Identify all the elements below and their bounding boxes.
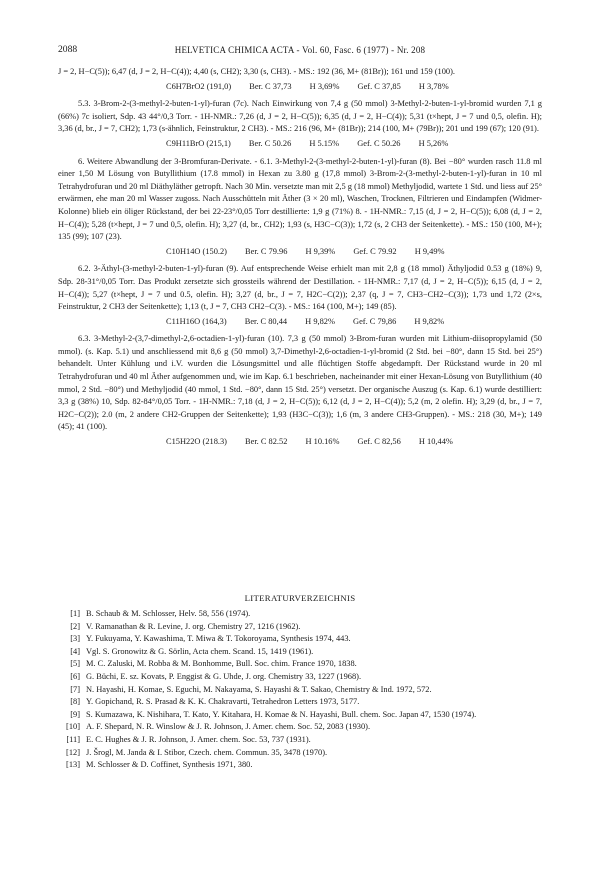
molecular-formula: C10H14O (150.2) — [166, 246, 227, 256]
calculated-hydrogen: H 5.15% — [309, 138, 340, 148]
reference-text: E. C. Hughes & J. R. Johnson, J. Amer. chem. Soc. 53, 737 (1931). — [86, 734, 311, 744]
calculated-carbon: Ber. C 37,73 — [249, 81, 292, 91]
reference-item — [58, 747, 542, 760]
reference-text: V. Ramanathan & R. Levine, J. org. Chemistry 27, 1216 (1962). — [86, 621, 301, 631]
reference-number: [9] — [70, 709, 80, 719]
reference-item — [58, 646, 542, 659]
reference-text: S. Kumazawa, K. Nishihara, T. Kato, Y. Kitahara, H. Komae & N. Hayashi, Bull. chem. Soc. Japan 47, 1530 (1974). — [86, 709, 477, 719]
reference-item — [58, 671, 542, 684]
reference-item — [58, 684, 542, 697]
reference-item — [58, 759, 542, 772]
found-carbon: Gef. C 79.92 — [353, 246, 397, 256]
reference-item — [58, 621, 542, 634]
found-carbon: Gef. C 37,85 — [357, 81, 401, 91]
calculated-carbon: Ber. C 82.52 — [245, 437, 288, 447]
paragraph-6-2: 6.2. 3-Äthyl-(3-methyl-2-buten-1-yl)-furan (9). Auf entsprechende Weise erhielt man mit 2,8 g (18 mmol) Äthyljodid 0.53 g (18%) 9, Sdp. 28-31°/0,05 Torr. Das Produkt zersetzte sich grossteils während der Destillation. - 1H-NMR.: 7,17 (d, J = 2, H−C(5)); 6,15 (d, J = 2, H−C(4)); 5,27 (t×hept, J = 7 und 0.5, olefin. H); 3,27 (d, br., J = 7, H2C−C(2)); 2,37 (q, J = 7, CH3−CH2−C(3)); 1,73 und 1,72 (2×s, Feinstruktur, 2 CH3 der Seitenkette); 1,13 (t, J = 7, CH3 CH2−C(3). - MS.: 164 (100, M+); 149 (85). — [58, 264, 542, 312]
reference-number: [10] — [66, 722, 80, 732]
reference-number: [4] — [70, 646, 80, 656]
reference-text: Vgl. S. Gronowitz & G. Sörlin, Acta chem. Scand. 15, 1419 (1961). — [86, 646, 314, 656]
reference-item — [58, 608, 542, 621]
reference-number: [1] — [70, 609, 80, 618]
reference-list — [58, 608, 542, 772]
reference-item — [58, 721, 542, 734]
reference-text: M. Schlosser & D. Coffinet, Synthesis 1971, 380. — [86, 760, 253, 770]
paragraph-5-3: 5.3. 3-Brom-2-(3-methyl-2-buten-1-yl)-furan (7c). Nach Einwirkung von 7,4 g (50 mmol) 3-Methyl-2-buten-1-yl-bromid wurden 7,1 g (66%) 7c isoliert, Sdp. 43 44°/0,3 Torr. - 1H-NMR.: 7,26 (d, J = 2, H−C(5)); 6,35 (d, J = 2, H−C(4)); 5,31 (t×hept, J = 7 und 0,5, olefin. H); 3,36 (d, br., J = 7, CH2); 1,73 (s-ähnlich, Feinstruktur, 2 CH3). - MS.: 216 (96, M+ (81Br)); 214 (100, M+ (79Br)); 201 und 199 (67); 120 (91). — [58, 99, 542, 134]
reference-text: M. C. Zaluski, M. Robba & M. Bonhomme, Bull. Soc. chim. France 1970, 1838. — [86, 659, 357, 669]
found-carbon: Gef. C 82,56 — [357, 437, 401, 447]
running-title: HELVETICA CHIMICA ACTA - Vol. 60, Fasc. 6 (1977) - Nr. 208 — [174, 45, 426, 55]
found-hydrogen: H 5,26% — [418, 138, 449, 148]
calculated-hydrogen: H 9,39% — [305, 246, 336, 256]
experimental-section — [58, 66, 542, 452]
reference-number: [11] — [66, 734, 80, 744]
calculated-hydrogen: H 10.16% — [305, 437, 340, 447]
page-header — [58, 44, 542, 58]
found-hydrogen: H 9,49% — [414, 246, 445, 256]
reference-number: [5] — [70, 659, 80, 669]
calculated-hydrogen: H 9,82% — [305, 316, 335, 326]
molecular-formula: C9H11BrO (215,1) — [166, 138, 231, 148]
analysis-line-6-1 — [58, 246, 542, 259]
reference-number: [2] — [70, 621, 80, 631]
reference-text: Y. Gopichand, R. S. Prasad & K. K. Chakravarti, Tetrahedron Letters 1973, 5177. — [86, 697, 360, 707]
paragraph-6-3: 6.3. 3-Methyl-2-(3,7-dimethyl-2,6-octadien-1-yl)-furan (10). 7,3 g (50 mmol) 3-Brom-furan wurden mit Lithium-diisopropylamid (50 mmol). (s. Kap. 5.1) und anschliessend mit 8,6 g (50 mmol) 3,7-Dimethyl-2,6-octadien-1-yl-bromid (2 Std. bei −80°, dann 15 Std. bei 25°) behandelt. Unter Kühlung und i.V. wurden die Lösungsmittel und alle flüchtigen Stoffe abgedampft. Der Rückstand wurde in 20 ml Tetrahydrofuran und 40 ml Äther aufgenommen und, wie im Kap. 6.1 beschrieben, nacheinander mit einer Hexan-Lösung von Butyllithium (40 mmol, 2 Std. −80°) und Methyljodid (40 mmol, 1 Std. −80°, dann 15 Std. 25°) versetzt. Der organische Auszug (s. Kap. 6.1) wurde destilliert: 3,3 g (38%) 10, Sdp. 82-84°/0,05 Torr. - 1H-NMR.: 7,18 (d, J = 2, H−C(5)); 6,12 (d, J = 2, H−C(4)); 5,2 (m, 2 olefin. H); 3,29 (d, br., J = 7, H2C−C(2)); 2.0 (m, 2 andere CH2-Gruppen der Seitenkette); 1,93 (H3C−C(3)); 1,6 (m, 3 andere CH3-Gruppen). - MS.: 218 (30, M+); 149 (45); 41 (100). — [58, 334, 542, 432]
found-carbon: Gef. C 79,86 — [353, 316, 397, 326]
paragraph-6-1: 6. Weitere Abwandlung der 3-Bromfuran-Derivate. - 6.1. 3-Methyl-2-(3-methyl-2-buten-1-yl)-furan (8). Bei −80° wurden rasch 11.8 ml einer 1,50 M Lösung von Butyllithium (17.8 mmol) in Hexan zu 3.80 g (17,8 mmol) 3-Brom-2-(3-methyl-2-buten-1-yl)-furan in 10 ml Tetrahydrofuran und 20 ml Diäthyläther getropft. Nach 30 Min. versetzte man mit 2,5 g (18 mmol) Methyljodid, wartete 1 Std. und liess auf 25° erwärmen, ehe man 20 ml Wasser zugoss. Nach Ausschütteln mit Äther (3 × 20 ml), Waschen, Trocknen, Filtrieren und Eindampfen (Widmer-Kolonne) blieb ein öliger Rückstand, der bei 22-23°/0,05 Torr destillierte: 1,9 g (71%) 8. - 1H-NMR.: 7,15 (d, J = 2, H−C(5)); 6,08 (d, J = 2, H−C(4)); 5,28 (t×hept, J = 7 und 0,5, olefin. H); 3,27 (d, br., CH2); 1,93 (s, H3C−C(3)); 1,72 (s, 2 CH3 der Seitenkette). - MS.: 150 (100, M+); 135 (99); 107 (23). — [58, 156, 542, 242]
reference-number: [13] — [66, 760, 80, 770]
page-number: 2088 — [58, 44, 78, 55]
reference-text: A. F. Shepard, N. R. Winslow & J. R. Johnson, J. Amer. chem. Soc. 52, 2083 (1930). — [86, 722, 371, 732]
reference-number: [3] — [70, 634, 80, 644]
analysis-line-5-2 — [58, 81, 542, 94]
reference-text: N. Hayashi, H. Komae, S. Eguchi, M. Nakayama, S. Hayashi & T. Sakao, Chemistry & Ind. 1972, 572. — [86, 684, 432, 694]
found-hydrogen: H 3,78% — [418, 81, 449, 91]
reference-item — [58, 734, 542, 747]
found-carbon: Gef. C 50.26 — [357, 138, 401, 148]
references-heading: LITERATURVERZEICHNIS — [244, 593, 356, 603]
calculated-carbon: Ber. C 79.96 — [245, 246, 288, 256]
reference-item — [58, 633, 542, 646]
reference-text: Y. Fukuyama, Y. Kawashima, T. Miwa & T. Tokoroyama, Synthesis 1974, 443. — [86, 634, 351, 644]
molecular-formula: C11H16O (164,3) — [166, 316, 227, 326]
analysis-line-5-3 — [58, 138, 542, 151]
found-hydrogen: H 10,44% — [418, 437, 453, 447]
analysis-line-6-2 — [58, 316, 542, 329]
reference-number: [6] — [70, 671, 80, 681]
reference-item — [58, 696, 542, 709]
reference-text: J. Šrogl, M. Janda & I. Stibor, Czech. chem. Commun. 35, 3478 (1970). — [86, 747, 328, 757]
reference-text: B. Schaub & M. Schlosser, Helv. 58, 556 (1974). — [86, 609, 251, 618]
reference-item — [58, 709, 542, 722]
calculated-carbon: Ber. C 80,44 — [244, 316, 288, 326]
reference-text: G. Büchi, E. sz. Kovats, P. Enggist & G. Uhde, J. org. Chemistry 33, 1227 (1968). — [86, 671, 362, 681]
analysis-line-6-3 — [58, 436, 542, 449]
found-hydrogen: H 9,82% — [414, 316, 445, 326]
paragraph-5-2-end: J = 2, H−C(5)); 6,47 (d, J = 2, H−C(4)); 4,40 (s, CH2); 3,30 (s, CH3). - MS.: 192 (36, M+ (81Br)); 161 und 159 (100). — [58, 67, 455, 76]
reference-item — [58, 658, 542, 671]
calculated-hydrogen: H 3,69% — [309, 81, 340, 91]
molecular-formula: C6H7BrO2 (191,0) — [166, 81, 232, 91]
calculated-carbon: Ber. C 50.26 — [248, 138, 292, 148]
reference-number: [12] — [66, 747, 80, 757]
reference-number: [7] — [70, 684, 80, 694]
molecular-formula: C15H22O (218.3) — [166, 437, 227, 447]
reference-number: [8] — [70, 697, 80, 707]
